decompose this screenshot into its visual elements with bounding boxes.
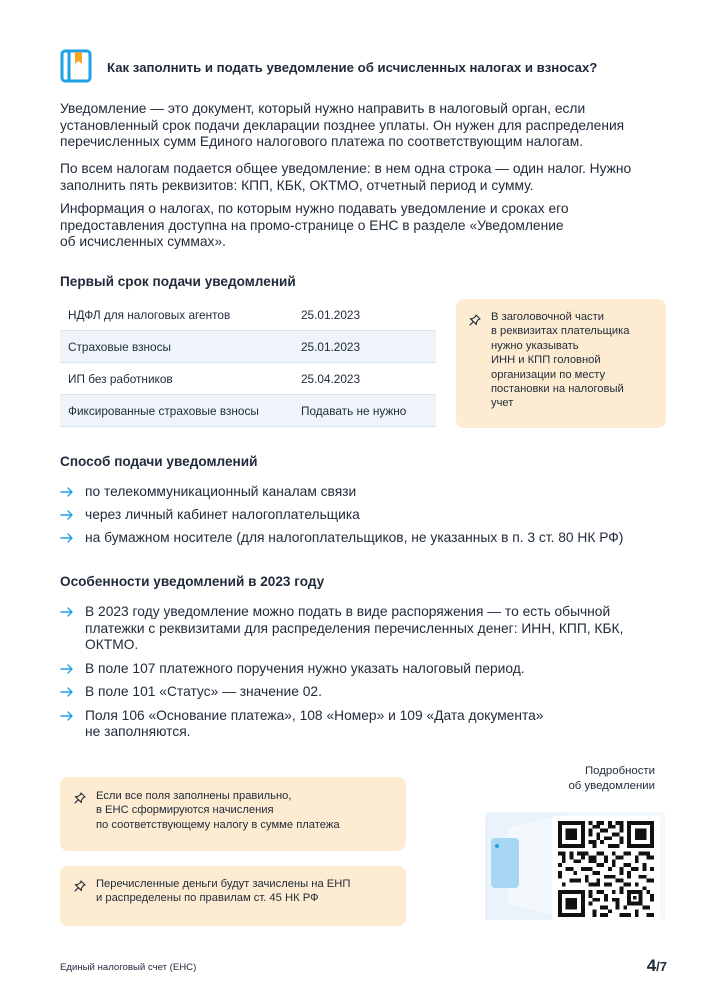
list-item (60, 530, 660, 547)
page-number (647, 956, 667, 976)
list-item-text: на бумажном носителе (для налогоплательщиков, не указанных в п. 3 ст. 80 НК РФ) (85, 530, 624, 545)
text-line: учет (491, 397, 514, 410)
text-line: платежки с реквизитами для распределения перечисленных денег: ИНН, КПП, КБК, (85, 620, 624, 636)
note-box-distribution (60, 866, 406, 926)
text-line: По всем налогам подается общее уведомление: в нем одна строка — один налог. Нужно (60, 161, 632, 176)
list-item (60, 484, 660, 501)
text-line: Если все поля заполнены правильно, (96, 790, 292, 802)
table-cell-date: 25.04.2023 (301, 371, 361, 386)
text-line: Перечисленные деньги будут зачислены на ЕНП (96, 878, 351, 890)
table-cell-name: Фиксированные страховые взносы (68, 403, 259, 418)
text-line: ИНН и КПП головной (491, 354, 601, 367)
list-item (60, 661, 660, 678)
intro-paragraph-2 (60, 161, 660, 194)
table-row (60, 395, 436, 427)
text-line: Поля 106 «Основание платежа», 108 «Номер» и 109 «Дата документа» (85, 707, 544, 723)
table-cell-date: 25.01.2023 (301, 307, 361, 322)
deadline-table (60, 299, 436, 427)
text-line: в реквизитах плательщика (491, 325, 630, 338)
text-line: перечисленных сумм Единого налогового платежа по соответствующим налогам. (60, 134, 584, 149)
table-row (60, 363, 436, 395)
text-line: об уведомлении (568, 779, 655, 792)
list-item (60, 604, 660, 654)
text-line: В заголовочной части (491, 311, 605, 323)
table-row (60, 299, 436, 331)
section-heading-first-deadline: Первый срок подачи уведомлений (60, 274, 296, 289)
text-line: Подробности (584, 765, 655, 777)
list-item (60, 684, 660, 701)
table-cell-name: Страховые взносы (68, 339, 171, 354)
list-item-text: по телекоммуникационный каналам связи (85, 484, 357, 499)
arrow-right-icon (60, 709, 74, 723)
text-line: нужно указывать (491, 339, 579, 352)
note-text (491, 310, 629, 411)
text-line: и распределены по правилам ст. 45 НК РФ (96, 892, 319, 905)
arrow-right-icon (60, 662, 74, 676)
note-text (96, 789, 340, 832)
pin-icon (469, 314, 481, 326)
table-cell-name: НДФЛ для налоговых агентов (68, 307, 231, 322)
note-text (96, 877, 350, 906)
text-line: В поле 107 платежного поручения нужно указать налоговый период. (85, 660, 525, 676)
list-item-text: через личный кабинет налогоплательщика (85, 507, 360, 522)
section-heading-submission: Способ подачи уведомлений (60, 454, 258, 469)
page-title: Как заполнить и подать уведомление об исчисленных налогах и взносах? (107, 60, 598, 75)
submission-list (60, 484, 660, 547)
list-item (60, 507, 660, 524)
text-line: заполнить пять реквизитов: КПП, КБК, ОКТМО, отчетный период и сумму. (60, 177, 534, 193)
arrow-right-icon (60, 508, 74, 522)
intro-paragraph-3 (60, 201, 660, 251)
page-current: 4 (646, 956, 657, 975)
text-line: об исчисленных суммах». (60, 234, 226, 249)
text-line: не заполняются. (85, 724, 191, 739)
qr-code-icon[interactable] (558, 821, 654, 917)
arrow-right-icon (60, 485, 74, 499)
page-total: /7 (656, 959, 667, 974)
text-line: В 2023 году уведомление можно подать в виде распоряжения — то есть обычной (85, 604, 611, 619)
arrow-right-icon (60, 685, 74, 699)
text-line: в ЕНС сформируются начисления (96, 804, 274, 817)
text-line: организации по месту (491, 368, 606, 381)
book-icon (60, 49, 92, 83)
list-item (60, 708, 660, 741)
pin-icon (74, 880, 86, 892)
arrow-right-icon (60, 531, 74, 545)
features-list (60, 604, 660, 741)
table-cell-name: ИП без работников (68, 371, 173, 386)
text-line: предоставления доступна на промо-странице о ЕНС в разделе «Уведомление (60, 217, 564, 233)
pin-icon (74, 792, 86, 804)
arrow-right-icon (60, 605, 74, 619)
text-line: ОКТМО. (85, 637, 139, 652)
text-line: по соответствующему налогу в сумме платежа (96, 818, 340, 831)
text-line: В поле 101 «Статус» — значение 02. (85, 684, 322, 699)
text-line: Информация о налогах, по которым нужно подавать уведомление и сроках его (60, 201, 569, 216)
table-cell-date: Подавать не нужно (301, 403, 407, 418)
text-line: постановки на налоговый (491, 383, 624, 396)
table-row (60, 331, 436, 363)
text-line: установленный срок подачи декларации позднее уплаты. Он нужен для распределения (60, 117, 625, 133)
text-line: Уведомление — это документ, который нужно направить в налоговый орган, если (60, 101, 586, 116)
intro-paragraph-1 (60, 101, 660, 151)
section-heading-features: Особенности уведомлений в 2023 году (60, 574, 325, 589)
note-box-requisites (456, 299, 666, 428)
note-box-charges (60, 777, 406, 851)
table-cell-date: 25.01.2023 (301, 339, 361, 354)
footer-caption: Единый налоговый счет (ЕНС) (60, 962, 197, 973)
qr-caption (568, 764, 655, 793)
